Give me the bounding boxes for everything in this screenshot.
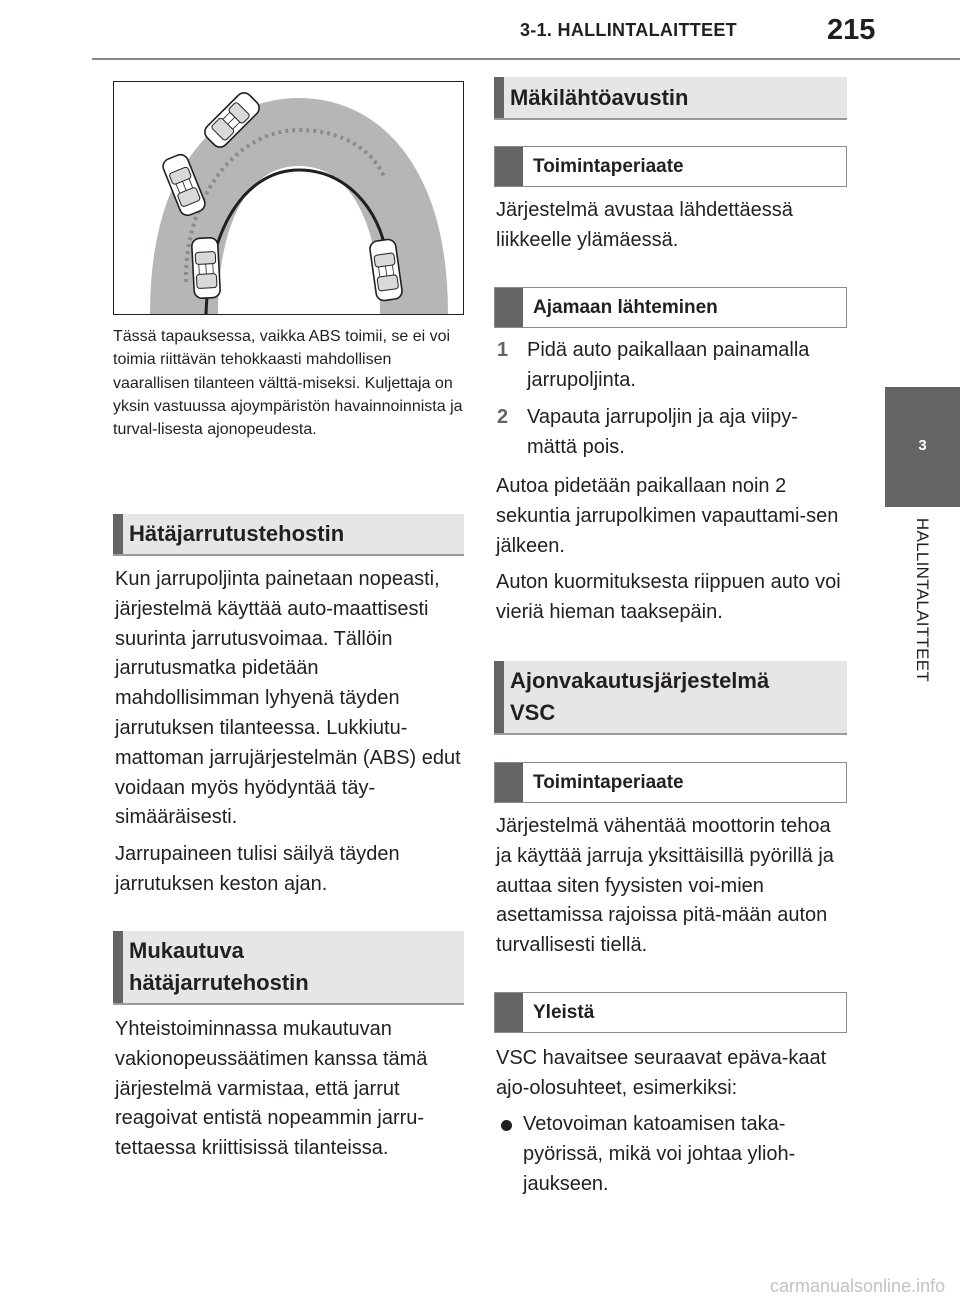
subsection-ajamaan-lahteminen xyxy=(494,287,847,328)
step-number: 1 xyxy=(497,339,509,361)
bullet-text: Vetovoiman katoamisen taka-pyörissä, mikä voi johtaa ylioh-jaukseen. xyxy=(523,1113,796,1195)
section-bar xyxy=(494,77,504,118)
header-divider xyxy=(92,58,960,60)
section-title-line2: hätäjarrutehostin xyxy=(129,970,309,995)
bullet-item xyxy=(496,1110,841,1200)
subsection-block xyxy=(495,993,523,1032)
bullet-dot-icon xyxy=(501,1120,512,1131)
curve-illustration xyxy=(113,81,464,315)
subsection-title: Yleistä xyxy=(533,1001,595,1023)
watermark: carmanualsonline.info xyxy=(770,1276,946,1296)
step-2 xyxy=(497,403,842,463)
subsection-block xyxy=(495,288,523,327)
section-bar xyxy=(113,931,123,1003)
section-bar xyxy=(113,514,123,554)
step-1 xyxy=(497,336,842,396)
section-title xyxy=(510,661,769,733)
paragraph-brake-pressure: Jarrupaineen tulisi säilyä täyden jarrutuksen keston ajan. xyxy=(115,843,400,895)
subsection-title: Ajamaan lähteminen xyxy=(533,296,718,318)
subsection-yleista xyxy=(494,992,847,1033)
figure-caption: Tässä tapauksessa, vaikka ABS toimii, se ei voi toimia riittävän tehokkaasti mahdollisen vaarallisen tilanteen välttä-miseksi. Kuljettaja on yksin vastuussa ajoympäristön havainnoinnista ja turval-lisesta ajonopeudesta. xyxy=(113,328,463,439)
paragraph-brake-assist: Kun jarrupoljinta painetaan nopeasti, järjestelmä käyttää auto-maattisesti suurinta jarrutusvoimaa. Tällöin jarrutusmatka pidetään mahdollisimman lyhyenä täyden jarrutuksen tilanteessa. Lukkiutu-mattoman jarrujärjestelmän (ABS) edut voidaan myös hyödyntää täy-simääräisesti. xyxy=(115,568,461,829)
paragraph-vsc-detects: VSC havaitsee seuraavat epäva-kaat ajo-olosuhteet, esimerkiksi: xyxy=(496,1047,827,1099)
paragraph-vsc-operation: Järjestelmä vähentää moottorin tehoa ja käyttää jarruja yksittäisillä pyörillä ja auttaa siten fyysisten voi-mien asettamissa rajoissa pitä-mään auton turvallisesti tiellä. xyxy=(496,815,834,957)
subsection-toimintaperiaate-2 xyxy=(494,762,847,803)
subsection-block xyxy=(495,147,523,186)
paragraph-hill-start: Järjestelmä avustaa lähdettäessä liikkeelle ylämäessä. xyxy=(496,199,793,251)
section-title: Hätäjarrutustehostin xyxy=(129,521,345,546)
page-number: 215 xyxy=(827,14,876,46)
section-title xyxy=(129,931,309,1003)
section-ajonvakautusjarjestelma-vsc xyxy=(494,661,847,735)
section-title-line1: Ajonvakautusjärjestelmä xyxy=(510,668,770,693)
step-text: Pidä auto paikallaan painamalla jarrupoljinta. xyxy=(527,339,810,391)
section-title: Mäkilähtöavustin xyxy=(510,84,689,110)
section-title-line2: VSC xyxy=(510,700,556,725)
paragraph-adaptive-brake-assist: Yhteistoiminnassa mukautuvan vakionopeussäätimen kanssa tämä järjestelmä varmistaa, että jarrut reagoivat entistä nopeammin jarru-tettaessa kriittisissä tilanteissa. xyxy=(115,1018,428,1160)
road-curve-drawing xyxy=(114,82,463,314)
section-hatajarrutustehostin xyxy=(113,514,464,556)
subsection-title: Toimintaperiaate xyxy=(533,771,684,793)
paragraph-roll-back: Auton kuormituksesta riippuen auto voi vieriä hieman taaksepäin. xyxy=(496,571,841,623)
step-number: 2 xyxy=(497,406,509,428)
step-text: Vapauta jarrupoljin ja aja viipy-mättä pois. xyxy=(527,406,798,458)
section-makilahtoavustin xyxy=(494,77,847,120)
subsection-block xyxy=(495,763,523,802)
chapter-tab xyxy=(885,387,960,507)
running-header-section: 3-1. HALLINTALAITTEET xyxy=(520,20,737,40)
section-bar xyxy=(494,661,504,733)
section-mukautuva-hatajarrutehostin xyxy=(113,931,464,1005)
subsection-toimintaperiaate-1 xyxy=(494,146,847,187)
chapter-number: 3 xyxy=(918,437,927,454)
chapter-label: HALLINTALAITTEET xyxy=(913,517,932,683)
paragraph-hold-duration: Autoa pidetään paikallaan noin 2 sekuntia jarrupolkimen vapauttami-sen jälkeen. xyxy=(496,475,839,557)
section-title-line1: Mukautuva xyxy=(129,938,244,963)
subsection-title: Toimintaperiaate xyxy=(533,155,684,177)
